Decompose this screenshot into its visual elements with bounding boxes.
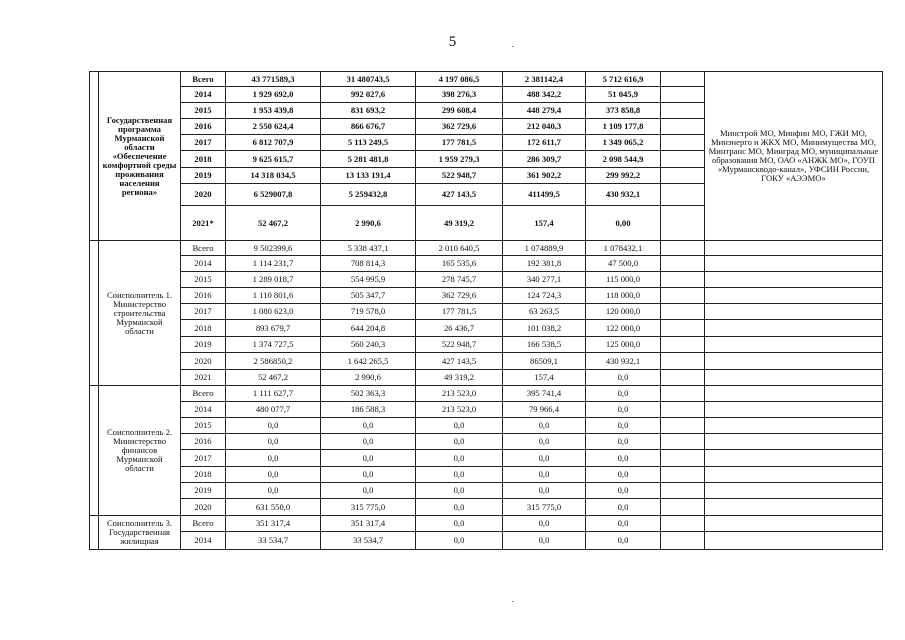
total-cell: 0,0 <box>226 450 321 467</box>
blank-cell <box>661 353 705 370</box>
value-cell: 427 143,5 <box>416 184 503 206</box>
value-cell: 86509,1 <box>503 353 586 370</box>
year-cell: Всего <box>181 241 226 256</box>
value-cell: 157,4 <box>503 206 586 241</box>
year-cell: 2017 <box>181 135 226 151</box>
blank-cell <box>705 353 883 370</box>
total-cell: 6 812 707,9 <box>226 135 321 151</box>
total-cell: 1 111 627,7 <box>226 386 321 402</box>
value-cell: 427 143,5 <box>416 353 503 370</box>
table-row <box>90 241 883 256</box>
value-cell: 51 045,9 <box>586 87 661 103</box>
blank-cell <box>661 304 705 320</box>
table-row <box>90 386 883 402</box>
total-cell: 2 550 624,4 <box>226 119 321 135</box>
value-cell: 0,0 <box>586 370 661 386</box>
value-cell: 430 932,1 <box>586 184 661 206</box>
value-cell: 2 010 640,5 <box>416 241 503 256</box>
year-cell: 2015 <box>181 418 226 434</box>
year-cell: 2015 <box>181 103 226 119</box>
budget-table <box>89 71 883 550</box>
value-cell: 177 781,5 <box>416 304 503 320</box>
value-cell: 362 729,6 <box>416 119 503 135</box>
value-cell: 5 712 616,9 <box>586 72 661 87</box>
blank-cell <box>661 256 705 272</box>
value-cell: 165 535,6 <box>416 256 503 272</box>
value-cell: 315 775,0 <box>503 499 586 516</box>
year-cell: 2019 <box>181 337 226 353</box>
year-cell: 2020 <box>181 499 226 516</box>
blank-cell <box>705 320 883 337</box>
total-cell: 1 080 623,0 <box>226 304 321 320</box>
year-cell: 2017 <box>181 450 226 467</box>
blank-cell <box>705 241 883 256</box>
value-cell: 213 523,0 <box>416 386 503 402</box>
total-cell: 1 114 231,7 <box>226 256 321 272</box>
blank-cell <box>705 370 883 386</box>
value-cell: 1 349 065,2 <box>586 135 661 151</box>
coexec2-label: Соисполнитель 2. Министерство финансов Мурманской области <box>99 386 181 516</box>
value-cell: 0,0 <box>586 450 661 467</box>
total-cell: 1 929 692,0 <box>226 87 321 103</box>
value-cell: 118 000,0 <box>586 288 661 304</box>
value-cell: 866 676,7 <box>321 119 416 135</box>
table-row <box>90 450 883 467</box>
blank-cell <box>661 103 705 119</box>
blank-cell <box>90 516 99 550</box>
blank-cell <box>705 499 883 516</box>
total-cell: 2 586850,2 <box>226 353 321 370</box>
value-cell: 719 578,0 <box>321 304 416 320</box>
value-cell: 278 745,7 <box>416 272 503 288</box>
year-cell: 2018 <box>181 151 226 168</box>
year-cell: 2017 <box>181 304 226 320</box>
total-cell: 631 550,0 <box>226 499 321 516</box>
table-row <box>90 337 883 353</box>
year-cell: 2016 <box>181 119 226 135</box>
value-cell: 5 281 481,8 <box>321 151 416 168</box>
table-row <box>90 272 883 288</box>
value-cell: 0,0 <box>503 450 586 467</box>
total-cell: 1 289 018,7 <box>226 272 321 288</box>
value-cell: 488 342,2 <box>503 87 586 103</box>
value-cell: 0,0 <box>416 499 503 516</box>
blank-cell <box>705 450 883 467</box>
value-cell: 79 966,4 <box>503 402 586 418</box>
value-cell: 63 263,5 <box>503 304 586 320</box>
value-cell: 0,0 <box>321 418 416 434</box>
blank-cell <box>90 72 99 241</box>
year-cell: Всего <box>181 72 226 87</box>
blank-cell <box>705 256 883 272</box>
blank-cell <box>661 184 705 206</box>
blank-cell <box>661 87 705 103</box>
value-cell: 5 338 437,1 <box>321 241 416 256</box>
table-row <box>90 72 883 87</box>
total-cell: 33 534,7 <box>226 532 321 550</box>
value-cell: 0,0 <box>416 483 503 499</box>
value-cell: 0,00 <box>586 206 661 241</box>
total-cell: 480 077,7 <box>226 402 321 418</box>
table-row <box>90 532 883 550</box>
year-cell: 2018 <box>181 467 226 483</box>
year-cell: 2015 <box>181 272 226 288</box>
blank-cell <box>661 532 705 550</box>
blank-cell <box>661 206 705 241</box>
value-cell: 5 113 249,5 <box>321 135 416 151</box>
value-cell: 560 240,3 <box>321 337 416 353</box>
year-cell: 2016 <box>181 288 226 304</box>
value-cell: 0,0 <box>416 467 503 483</box>
value-cell: 4 197 086,5 <box>416 72 503 87</box>
value-cell: 315 775,0 <box>321 499 416 516</box>
value-cell: 13 133 191,4 <box>321 168 416 184</box>
table-row <box>90 353 883 370</box>
year-cell: 2018 <box>181 320 226 337</box>
year-cell: 2019 <box>181 483 226 499</box>
value-cell: 0,0 <box>503 516 586 532</box>
year-cell: 2014 <box>181 532 226 550</box>
value-cell: 398 276,3 <box>416 87 503 103</box>
value-cell: 448 279,4 <box>503 103 586 119</box>
year-cell: 2014 <box>181 402 226 418</box>
total-cell: 893 679,7 <box>226 320 321 337</box>
table-row <box>90 499 883 516</box>
coexec3-label: Соисполнитель 3. Государственная жилищная <box>99 516 181 550</box>
value-cell: 1 109 177,8 <box>586 119 661 135</box>
value-cell: 299 608,4 <box>416 103 503 119</box>
blank-cell <box>705 516 883 532</box>
total-cell: 1 374 727,5 <box>226 337 321 353</box>
value-cell: 373 858,8 <box>586 103 661 119</box>
total-cell: 0,0 <box>226 483 321 499</box>
value-cell: 0,0 <box>586 467 661 483</box>
value-cell: 0,0 <box>586 418 661 434</box>
page-number: 5 <box>448 34 457 50</box>
blank-cell <box>661 370 705 386</box>
value-cell: 0,0 <box>321 483 416 499</box>
value-cell: 0,0 <box>416 532 503 550</box>
value-cell: 212 040,3 <box>503 119 586 135</box>
total-cell: 14 318 034,5 <box>226 168 321 184</box>
value-cell: 33 534,7 <box>321 532 416 550</box>
value-cell: 47 500,0 <box>586 256 661 272</box>
value-cell: 0,0 <box>321 450 416 467</box>
blank-cell <box>661 402 705 418</box>
value-cell: 361 902,2 <box>503 168 586 184</box>
value-cell: 192 381,8 <box>503 256 586 272</box>
scan-speck <box>512 601 514 602</box>
value-cell: 505 347,7 <box>321 288 416 304</box>
blank-cell <box>705 402 883 418</box>
value-cell: 430 932,1 <box>586 353 661 370</box>
value-cell: 1 642 265,5 <box>321 353 416 370</box>
value-cell: 0,0 <box>586 434 661 450</box>
blank-cell <box>661 516 705 532</box>
year-cell: 2021 <box>181 370 226 386</box>
blank-cell <box>661 418 705 434</box>
year-cell: 2020 <box>181 184 226 206</box>
blank-cell <box>661 288 705 304</box>
value-cell: 351 317,4 <box>321 516 416 532</box>
total-cell: 9 625 615,7 <box>226 151 321 168</box>
blank-cell <box>661 272 705 288</box>
value-cell: 0,0 <box>586 402 661 418</box>
value-cell: 157,4 <box>503 370 586 386</box>
total-cell: 52 467,2 <box>226 206 321 241</box>
value-cell: 0,0 <box>586 532 661 550</box>
value-cell: 522 948,7 <box>416 337 503 353</box>
table-row <box>90 434 883 450</box>
blank-cell <box>90 386 99 516</box>
blank-cell <box>661 386 705 402</box>
blank-cell <box>705 288 883 304</box>
value-cell: 0,0 <box>503 532 586 550</box>
value-cell: 522 948,7 <box>416 168 503 184</box>
value-cell: 0,0 <box>416 450 503 467</box>
value-cell: 708 814,3 <box>321 256 416 272</box>
year-cell: 2020 <box>181 353 226 370</box>
value-cell: 411499,5 <box>503 184 586 206</box>
blank-cell <box>705 272 883 288</box>
table-row <box>90 418 883 434</box>
value-cell: 125 000,0 <box>586 337 661 353</box>
value-cell: 2 990,6 <box>321 370 416 386</box>
value-cell: 0,0 <box>321 467 416 483</box>
table-row <box>90 288 883 304</box>
value-cell: 122 000,0 <box>586 320 661 337</box>
value-cell: 644 204,8 <box>321 320 416 337</box>
blank-cell <box>705 418 883 434</box>
table-row <box>90 467 883 483</box>
coexec1-label: Соисполнитель 1. Министерство строительства Мурманской области <box>99 241 181 386</box>
value-cell: 831 693,2 <box>321 103 416 119</box>
executors-cell: Минстрой МО, Минфин МО, ГЖИ МО, Минэнерго и ЖКХ МО, Минимущества МО, Минтранс МО, Минград МО, муниципальные образования МО, ОАО «АНЖК МО», ГОУП «Мурманскводо-канал», УФСИН России, ГОКУ «АЭЭМО» <box>705 72 883 241</box>
blank-cell <box>661 320 705 337</box>
total-cell: 351 317,4 <box>226 516 321 532</box>
table-row <box>90 320 883 337</box>
value-cell: 299 992,2 <box>586 168 661 184</box>
value-cell: 166 538,5 <box>503 337 586 353</box>
scan-speck <box>512 46 514 47</box>
value-cell: 554 995,9 <box>321 272 416 288</box>
value-cell: 120 000,0 <box>586 304 661 320</box>
blank-cell <box>705 434 883 450</box>
value-cell: 0,0 <box>416 434 503 450</box>
total-cell: 1 953 439,8 <box>226 103 321 119</box>
table-row <box>90 516 883 532</box>
value-cell: 172 611,7 <box>503 135 586 151</box>
table-row <box>90 483 883 499</box>
value-cell: 31 480743,5 <box>321 72 416 87</box>
blank-cell <box>661 450 705 467</box>
blank-cell <box>661 499 705 516</box>
table-row <box>90 304 883 320</box>
year-cell: 2014 <box>181 87 226 103</box>
total-cell: 52 467,2 <box>226 370 321 386</box>
value-cell: 0,0 <box>321 434 416 450</box>
value-cell: 186 588,3 <box>321 402 416 418</box>
blank-cell <box>661 168 705 184</box>
value-cell: 1 078432,1 <box>586 241 661 256</box>
value-cell: 49 319,2 <box>416 206 503 241</box>
value-cell: 49 319,2 <box>416 370 503 386</box>
value-cell: 362 729,6 <box>416 288 503 304</box>
value-cell: 0,0 <box>503 467 586 483</box>
total-cell: 9 502399,6 <box>226 241 321 256</box>
value-cell: 992 027,6 <box>321 87 416 103</box>
blank-cell <box>661 467 705 483</box>
blank-cell <box>705 532 883 550</box>
table-row <box>90 256 883 272</box>
blank-cell <box>705 386 883 402</box>
year-cell: Всего <box>181 386 226 402</box>
value-cell: 502 363,3 <box>321 386 416 402</box>
value-cell: 0,0 <box>586 483 661 499</box>
value-cell: 26 436,7 <box>416 320 503 337</box>
value-cell: 115 000,0 <box>586 272 661 288</box>
total-cell: 0,0 <box>226 434 321 450</box>
value-cell: 2 098 544,9 <box>586 151 661 168</box>
blank-cell <box>661 151 705 168</box>
value-cell: 0,0 <box>586 386 661 402</box>
value-cell: 124 724,3 <box>503 288 586 304</box>
value-cell: 286 309,7 <box>503 151 586 168</box>
value-cell: 340 277,1 <box>503 272 586 288</box>
value-cell: 0,0 <box>416 516 503 532</box>
value-cell: 177 781,5 <box>416 135 503 151</box>
blank-cell <box>661 135 705 151</box>
blank-cell <box>661 241 705 256</box>
blank-cell <box>705 337 883 353</box>
value-cell: 101 038,2 <box>503 320 586 337</box>
total-cell: 0,0 <box>226 418 321 434</box>
total-cell: 1 110 801,6 <box>226 288 321 304</box>
table-row <box>90 402 883 418</box>
year-cell: 2021* <box>181 206 226 241</box>
blank-cell <box>661 483 705 499</box>
value-cell: 0,0 <box>586 516 661 532</box>
blank-cell <box>661 337 705 353</box>
value-cell: 2 381142,4 <box>503 72 586 87</box>
total-cell: 43 771589,3 <box>226 72 321 87</box>
value-cell: 1 959 279,3 <box>416 151 503 168</box>
year-cell: Всего <box>181 516 226 532</box>
value-cell: 395 741,4 <box>503 386 586 402</box>
value-cell: 0,0 <box>586 499 661 516</box>
year-cell: 2014 <box>181 256 226 272</box>
value-cell: 0,0 <box>503 418 586 434</box>
blank-cell <box>661 119 705 135</box>
value-cell: 1 074889,9 <box>503 241 586 256</box>
blank-cell <box>661 72 705 87</box>
value-cell: 0,0 <box>416 418 503 434</box>
value-cell: 0,0 <box>503 483 586 499</box>
total-cell: 6 529007,8 <box>226 184 321 206</box>
blank-cell <box>705 467 883 483</box>
value-cell: 213 523,0 <box>416 402 503 418</box>
year-cell: 2016 <box>181 434 226 450</box>
value-cell: 0,0 <box>503 434 586 450</box>
blank-cell <box>705 483 883 499</box>
value-cell: 5 259432,8 <box>321 184 416 206</box>
table-row <box>90 370 883 386</box>
blank-cell <box>90 241 99 386</box>
program-label: Государственная программа Мурманской области «Обеспечение комфортной среды проживания населения региона» <box>99 72 181 241</box>
blank-cell <box>661 434 705 450</box>
blank-cell <box>705 304 883 320</box>
year-cell: 2019 <box>181 168 226 184</box>
total-cell: 0,0 <box>226 467 321 483</box>
value-cell: 2 990,6 <box>321 206 416 241</box>
